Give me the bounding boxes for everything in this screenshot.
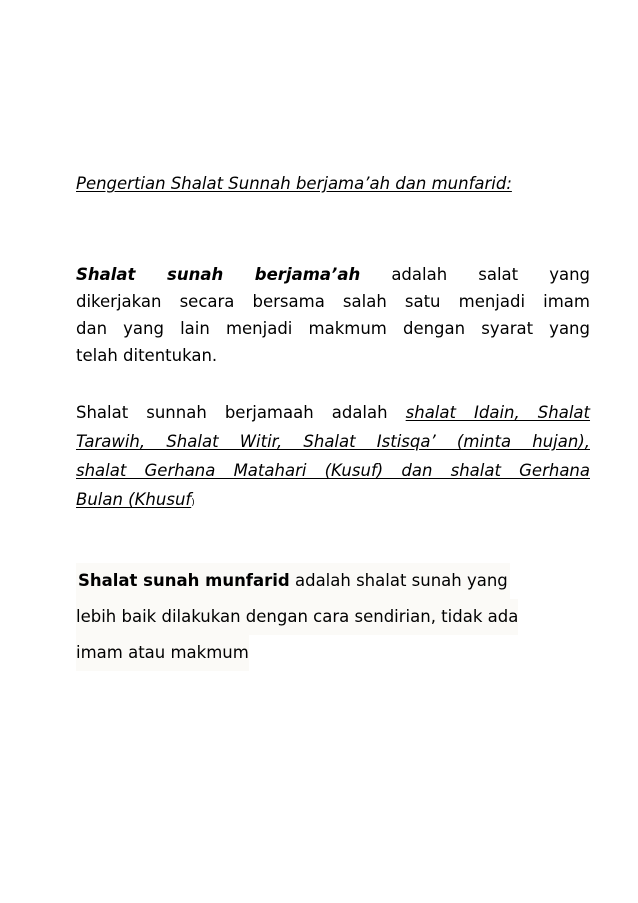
paragraph-line bbox=[76, 485, 590, 518]
example-list-text: Tarawih, Shalat Witir, Shalat Istisqa’ (minta hujan), bbox=[76, 432, 590, 451]
paragraph-line: telah ditentukan. bbox=[76, 346, 218, 365]
example-list-text: shalat Idain, Shalat bbox=[405, 403, 591, 422]
paragraph-line: dikerjakan secara bersama salah satu menjadi imam bbox=[76, 292, 590, 311]
paragraph-line bbox=[76, 427, 590, 456]
paragraph-line bbox=[76, 599, 606, 635]
highlighted-line: lebih baik dilakukan dengan cara sendirian, tidak ada bbox=[76, 599, 518, 635]
paragraph-line bbox=[76, 563, 606, 599]
term-berjamaah: Shalat sunah berjama’ah bbox=[76, 265, 361, 284]
paragraph-line bbox=[76, 261, 590, 288]
paragraph-munfarid bbox=[76, 563, 606, 671]
paragraph-line bbox=[76, 398, 590, 427]
paragraph-text: Shalat sunnah berjamaah adalah bbox=[76, 403, 388, 422]
closing-parenthesis: ) bbox=[191, 498, 195, 508]
highlighted-line: imam atau makmum bbox=[76, 635, 249, 671]
paragraph-line bbox=[76, 635, 606, 671]
example-list-text: shalat Gerhana Matahari (Kusuf) dan shalat Gerhana bbox=[76, 461, 590, 480]
highlighted-line bbox=[76, 563, 510, 599]
paragraph-examples bbox=[76, 398, 590, 518]
paragraph-text: adalah shalat sunah yang bbox=[294, 571, 508, 590]
paragraph-line bbox=[76, 456, 590, 485]
section-heading: Pengertian Shalat Sunnah berjama’ah dan munfarid: bbox=[76, 174, 512, 193]
paragraph-text: adalah salat yang bbox=[391, 265, 591, 284]
paragraph-line: dan yang lain menjadi makmum dengan syarat yang bbox=[76, 319, 590, 338]
term-munfarid: Shalat sunah munfarid bbox=[78, 571, 290, 590]
example-list-text: Bulan (Khusuf bbox=[76, 490, 192, 509]
paragraph-berjamaah bbox=[76, 261, 590, 369]
